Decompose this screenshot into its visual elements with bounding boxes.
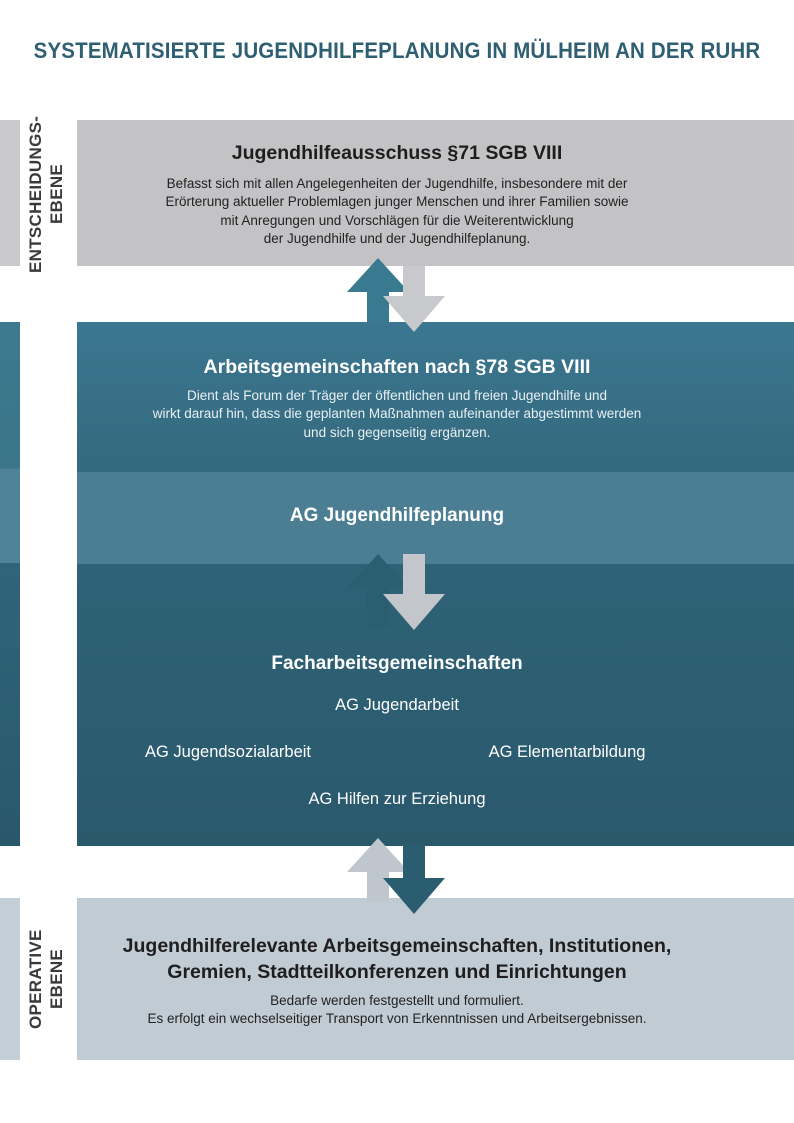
abstimmung-side-bar: [0, 322, 20, 846]
description-line: mit Anregungen und Vorschlägen für die Weiterentwicklung: [220, 212, 574, 228]
abstimmung-side-label-line-2: EBENE: [47, 554, 66, 616]
arbeitsgemeinschaften-78-description: [77, 387, 717, 442]
abstimmung-side-label: [25, 500, 69, 670]
abstimmung-side-label-line-1: ABSTIMMUNGS-: [26, 516, 45, 654]
arrows-abstimmung-operativ: [345, 836, 449, 918]
operativ-side-label: [25, 900, 69, 1058]
description-line: der Jugendhilfe und der Jugendhilfeplanung.: [263, 230, 531, 246]
arrow-down-icon: [383, 554, 445, 630]
description-line: und sich gegenseitig ergänzen.: [303, 424, 491, 440]
arrows-entscheidung-abstimmung: [345, 256, 449, 336]
description-line: wirkt darauf hin, dass die geplanten Maßnahmen aufeinander abgestimmt werden: [152, 406, 642, 422]
operativ-description: [77, 992, 717, 1029]
jugendhilfeausschuss-heading: Jugendhilfeausschuss §71 SGB VIII: [231, 142, 563, 164]
ag-jugendarbeit: AG Jugendarbeit: [335, 696, 459, 714]
ag-jugendhilfeplanung-label: AG Jugendhilfeplanung: [289, 505, 505, 526]
ag-elementarbildung: AG Elementarbildung: [488, 743, 646, 761]
operativ-heading-line-2: Gremien, Stadtteilkonferenzen und Einrichtungen: [167, 961, 627, 983]
description-line: Befasst sich mit allen Angelegenheiten der Jugendhilfe, insbesondere mit der: [166, 176, 628, 191]
entscheidung-side-bar: [0, 120, 20, 266]
operativ-side-label-line-2: EBENE: [47, 948, 66, 1010]
description-line: Dient als Forum der Träger der öffentlichen und freien Jugendhilfe und: [186, 388, 607, 403]
entscheidung-side-label: [25, 110, 69, 278]
description-line: Bedarfe werden festgestellt und formuliert.: [270, 993, 524, 1008]
description-line: Es erfolgt ein wechselseitiger Transport von Erkenntnissen und Arbeitsergebnissen.: [147, 1011, 647, 1027]
operativ-heading: [77, 933, 717, 985]
ag-hilfen-zur-erziehung: AG Hilfen zur Erziehung: [308, 790, 486, 808]
arbeitsgemeinschaften-78-heading: Arbeitsgemeinschaften nach §78 SGB VIII: [203, 356, 591, 378]
arrow-up-icon: [347, 554, 409, 628]
arrows-planung-fach: [345, 552, 449, 634]
operativ-heading-line-1: Jugendhilferelevante Arbeitsgemeinschaften, Institutionen,: [122, 935, 672, 957]
operativ-side-label-line-1: OPERATIVE: [26, 929, 45, 1029]
jugendhilfeausschuss-description: [77, 175, 717, 248]
ag-jugendsozialarbeit: AG Jugendsozialarbeit: [144, 743, 311, 761]
operativ-side-bar: [0, 898, 20, 1060]
description-line: Erörterung aktueller Problemlagen junger Menschen und ihrer Familien sowie: [165, 194, 629, 210]
entscheidung-side-label-line-1: ENTSCHEIDUNGS-: [26, 115, 45, 273]
page-title: SYSTEMATISIERTE JUGENDHILFEPLANUNG IN MÜLHEIM AN DER RUHR: [33, 38, 761, 63]
entscheidung-side-label-line-2: EBENE: [47, 163, 66, 225]
facharbeitsgemeinschaften-heading: Facharbeitsgemeinschaften: [271, 653, 523, 674]
